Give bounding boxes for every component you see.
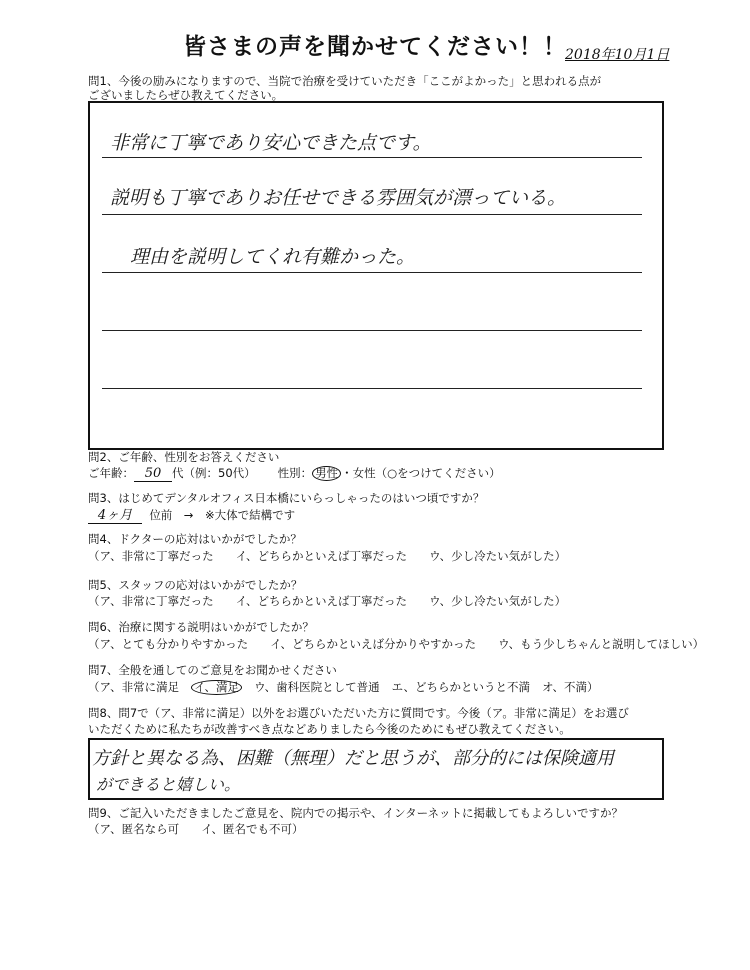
question-4-options — [88, 549, 566, 563]
option-e: オ、不満） — [542, 680, 599, 694]
option-a-circled: （ア、非常に丁寧だった — [88, 594, 214, 608]
option-b: イ、どちらかといえば丁寧だった — [235, 594, 408, 608]
answer-8-line-2: ができると嬉しい。 — [96, 775, 241, 794]
option-b: イ、どちらかといえば丁寧だった — [235, 549, 408, 563]
question-3-answer — [88, 508, 295, 524]
option-b: イ、匿名でも不可） — [201, 822, 304, 836]
question-1-line-2: ございましたらぜひ教えてください。 — [88, 88, 284, 102]
question-5-options — [88, 594, 566, 608]
option-d: エ、どちらかというと不満 — [391, 680, 530, 694]
age-suffix: 代（例：50代） — [172, 466, 256, 480]
option-a: （ア、非常に満足 — [88, 680, 180, 694]
question-4: 問4、ドクターの応対はいかがでしたか？ — [88, 532, 302, 546]
months-suffix: 位前 → ※大体で結構です — [149, 508, 296, 522]
answer-1-line-2: 説明も丁寧でありお任せできる雰囲気が漂っている。 — [110, 187, 567, 209]
sex-male-circled: 男性 — [312, 466, 341, 481]
option-c: ウ、少し冷たい気がした） — [429, 549, 567, 563]
question-9: 問9、ご記入いただきましたご意見を、院内での掲示や、インターネットに掲載してもよろしいですか？ — [88, 806, 624, 820]
question-3: 問3、はじめてデンタルオフィス日本橋にいらっしゃったのはいつ頃ですか？ — [88, 491, 485, 505]
answer-1-line-3: 理由を説明してくれ有難かった。 — [130, 246, 416, 268]
page-title: 皆さまの声を聞かせてください！！ — [183, 34, 567, 60]
question-5: 問5、スタッフの応対はいかがでしたか？ — [88, 578, 303, 592]
option-b-circled: イ、満足 — [191, 680, 242, 695]
question-6: 問6、治療に関する説明はいかがでしたか？ — [88, 620, 314, 634]
answer-rule — [102, 272, 642, 273]
question-7: 問7、全般を通してのご意見をお聞かせください — [88, 663, 337, 677]
question-2-answer — [88, 466, 501, 482]
age-prefix: ご年齢： — [88, 466, 134, 480]
question-9-options — [88, 822, 304, 836]
question-8-line-2: いただくために私たちが改善すべき点などありましたら今後のためにもぜひ教えてください。 — [88, 722, 571, 736]
answer-1-line-1: 非常に丁寧であり安心できた点です。 — [110, 132, 432, 154]
sex-female: ・女性（○をつけてください） — [341, 466, 501, 480]
question-6-options — [88, 637, 704, 651]
question-1 — [88, 74, 601, 102]
option-a-circled: （ア、とても分かりやすかった — [88, 637, 249, 651]
question-1-line-1: 問1、今後の励みになりますので、当院で治療を受けていただき「ここがよかった」と思われる点が — [88, 74, 602, 88]
sex-prefix: 性別： — [277, 466, 313, 480]
option-c: ウ、少し冷たい気がした） — [429, 594, 567, 608]
answer-rule — [102, 388, 642, 389]
option-a-circled: （ア、非常に丁寧だった — [88, 549, 214, 563]
months-value: 4ヶ月 — [88, 509, 142, 524]
question-7-options — [88, 680, 598, 695]
age-value: 50 — [134, 467, 172, 482]
answer-8-line-1: 方針と異なる為、困難（無理）だと思うが、部分的には保険適用 — [92, 748, 614, 769]
question-8-line-1: 問8、問7で（ア、非常に満足）以外をお選びいただいた方に質問です。今後（ア。非常に満足）をお選び — [88, 706, 629, 720]
answer-rule — [102, 214, 642, 215]
handwritten-date: 2018年10月1日 — [565, 47, 670, 63]
answer-rule — [102, 330, 642, 331]
option-a-circled: （ア、匿名なら可 — [88, 822, 180, 836]
option-c: ウ、もう少しちゃんと説明してほしい） — [498, 637, 705, 651]
answer-rule — [102, 157, 642, 158]
option-c: ウ、歯科医院として普通 — [254, 680, 380, 694]
option-b: イ、どちらかといえば分かりやすかった — [270, 637, 477, 651]
question-2: 問2、ご年齢、性別をお答えください — [88, 450, 280, 464]
